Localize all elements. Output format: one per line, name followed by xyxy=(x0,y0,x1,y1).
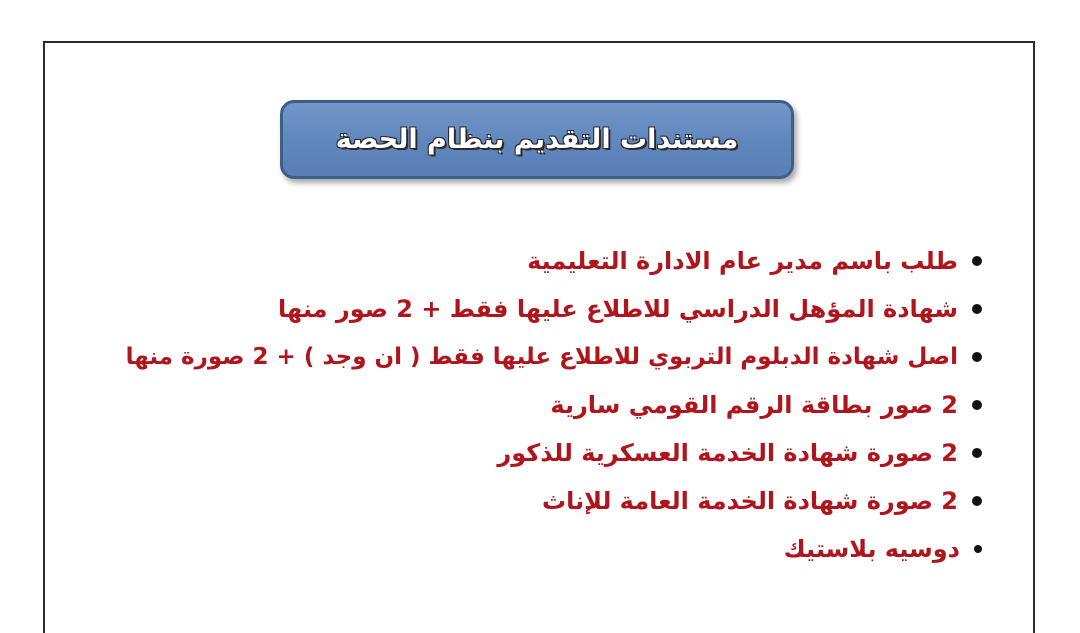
list-item xyxy=(126,525,982,573)
list-item xyxy=(126,429,982,477)
list-item-text: دوسيه بلاستيك xyxy=(783,535,960,563)
list-item-text: 2 صورة شهادة الخدمة العسكرية للذكور xyxy=(497,439,958,467)
page-title: مستندات التقديم بنظام الحصة xyxy=(335,124,739,155)
bullet-icon xyxy=(972,400,982,410)
list-item-text: 2 صورة شهادة الخدمة العامة للإناث xyxy=(541,487,958,515)
list-item xyxy=(126,477,982,525)
bullet-icon xyxy=(972,352,982,362)
list-item xyxy=(126,381,982,429)
list-item-text: طلب باسم مدير عام الادارة التعليمية xyxy=(527,247,958,275)
list-item-text: شهادة المؤهل الدراسي للاطلاع عليها فقط + 2 صور منها xyxy=(278,295,958,323)
requirements-list xyxy=(126,237,982,573)
bullet-icon xyxy=(974,545,982,553)
bullet-icon xyxy=(972,496,982,506)
list-item-text: 2 صور بطاقة الرقم القومي سارية xyxy=(550,391,958,419)
list-item xyxy=(126,333,982,381)
bullet-icon xyxy=(972,448,982,458)
list-item-text: اصل شهادة الدبلوم التربوي للاطلاع عليها فقط ( ان وجد ) + 2 صورة منها xyxy=(125,344,958,370)
list-item xyxy=(126,285,982,333)
title-banner xyxy=(280,100,794,179)
bullet-icon xyxy=(972,256,982,266)
bullet-icon xyxy=(972,304,982,314)
list-item xyxy=(126,237,982,285)
